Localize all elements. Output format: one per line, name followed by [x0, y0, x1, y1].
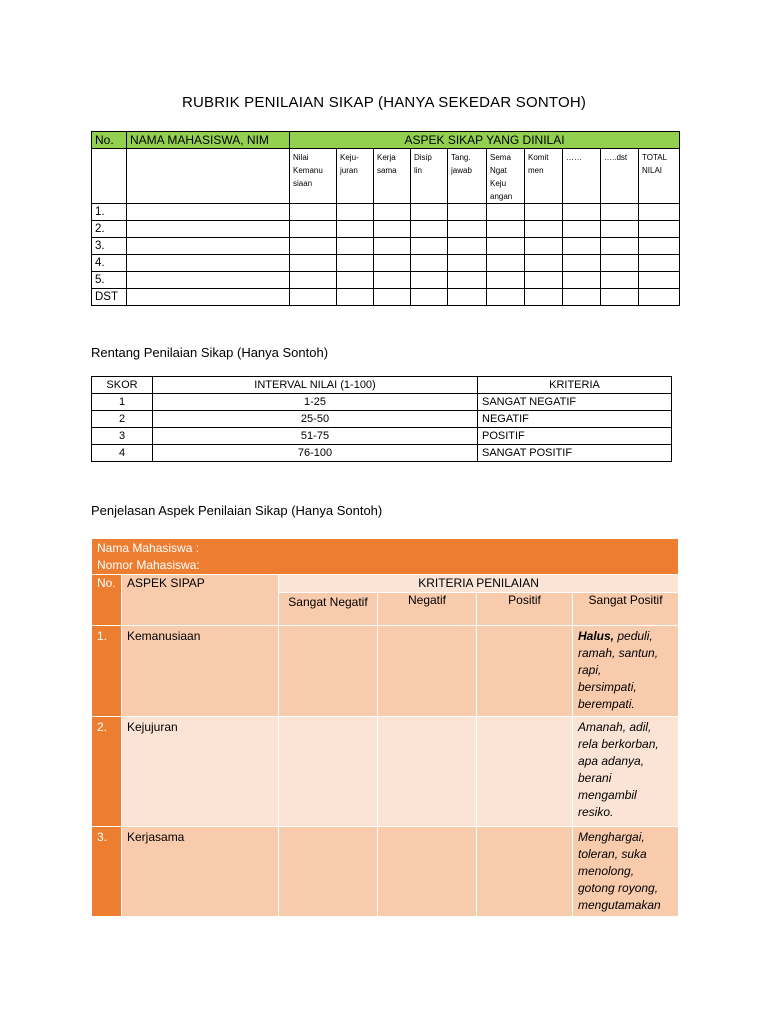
- empty-cell: [639, 289, 680, 306]
- table-header-row: [92, 377, 672, 394]
- empty-cell: [374, 204, 411, 221]
- empty-cell: [477, 626, 573, 717]
- criteria-very-positive: Sangat Positif: [573, 593, 679, 626]
- description-text: gotong royong,: [578, 881, 659, 895]
- empty-cell: [448, 255, 487, 272]
- table-row: [92, 255, 680, 272]
- criteria-very-negative: Sangat Negatif: [279, 593, 378, 626]
- description-line: [578, 679, 673, 696]
- description-text: rapi,: [578, 663, 602, 677]
- description-text: berempati.: [578, 697, 635, 711]
- document-title: RUBRIK PENILAIAN SIKAP (HANYA SEKEDAR SONTOH): [181, 94, 587, 111]
- empty-cell: [127, 255, 290, 272]
- criteria-cell: NEGATIF: [478, 411, 672, 428]
- empty-cell: [639, 221, 680, 238]
- section-heading-explanation: Penjelasan Aspek Penilaian Sikap (Hanya Sontoh): [91, 503, 383, 518]
- score-range-table: [91, 376, 672, 462]
- empty-cell: [290, 272, 337, 289]
- description-line: [578, 829, 673, 846]
- empty-cell: [487, 255, 525, 272]
- assessment-rubric-table: [91, 131, 680, 306]
- row-number: 2.: [92, 221, 127, 238]
- col-no-header: No.: [92, 575, 122, 626]
- empty-cell: [127, 272, 290, 289]
- empty-cell: [290, 289, 337, 306]
- empty-cell: [374, 289, 411, 306]
- empty-cell: [525, 221, 563, 238]
- criteria-cell: SANGAT NEGATIF: [478, 394, 672, 411]
- empty-cell: [378, 626, 477, 717]
- aspect-subheader-row: [92, 149, 680, 204]
- interval-cell: 76-100: [153, 445, 478, 462]
- empty-cell: [337, 289, 374, 306]
- description-text: toleran, suka: [578, 847, 647, 861]
- interval-cell: 1-25: [153, 394, 478, 411]
- subheader-line: Nilai: [293, 153, 309, 162]
- empty-cell: [448, 289, 487, 306]
- col-name-header: NAMA MAHASISWA, NIM: [127, 132, 290, 149]
- table-row: [92, 272, 680, 289]
- subheader-line: siaan: [293, 179, 313, 188]
- empty-cell: [411, 221, 448, 238]
- description-text: bersimpati,: [578, 680, 637, 694]
- empty-cell: [374, 272, 411, 289]
- description-line: [578, 719, 673, 736]
- table-row: [92, 289, 680, 306]
- empty-cell: [563, 204, 601, 221]
- aspect-subheader: [411, 149, 448, 204]
- student-number-label: Nomor Mahasiswa:: [97, 558, 200, 572]
- subheader-line: ……: [566, 153, 582, 162]
- empty-cell: [448, 204, 487, 221]
- empty-cell: [487, 289, 525, 306]
- empty-cell: [279, 626, 378, 717]
- col-skor-header: SKOR: [92, 377, 153, 394]
- description-text: peduli,: [617, 629, 653, 643]
- description-text: rela berkorban,: [578, 737, 659, 751]
- empty-cell: [290, 221, 337, 238]
- empty-cell: [525, 272, 563, 289]
- col-kriteria-header: KRITERIA: [478, 377, 672, 394]
- description-text: menolong,: [578, 864, 635, 878]
- description-line: [578, 897, 673, 914]
- empty-cell: [563, 272, 601, 289]
- criteria-negative: Negatif: [378, 593, 477, 626]
- empty-cell: [639, 204, 680, 221]
- row-number: 4.: [92, 255, 127, 272]
- empty-cell: [279, 717, 378, 827]
- row-number: 3.: [92, 827, 122, 917]
- aspect-subheader: [337, 149, 374, 204]
- subheader-line: sama: [377, 166, 397, 175]
- table-header-row: [92, 132, 680, 149]
- col-criteria-header: KRITERIA PENILAIAN: [279, 575, 679, 593]
- table-header-row: [92, 575, 679, 593]
- aspect-subheader: [563, 149, 601, 204]
- subheader-line: angan: [490, 192, 513, 201]
- subheader-line: …..dst: [604, 153, 628, 162]
- table-row: [92, 411, 672, 428]
- aspect-subheader: [639, 149, 680, 204]
- description-line: [578, 736, 673, 753]
- interval-cell: 25-50: [153, 411, 478, 428]
- row-number: 1.: [92, 204, 127, 221]
- empty-cell: [563, 255, 601, 272]
- subheader-line: Ngat: [490, 166, 507, 175]
- empty-cell: [337, 204, 374, 221]
- empty-cell: [337, 238, 374, 255]
- empty-cell: [127, 221, 290, 238]
- empty-cell: [563, 238, 601, 255]
- aspect-name: Kemanusiaan: [122, 626, 279, 717]
- subheader-line: Kemanu: [293, 166, 323, 175]
- subheader-line: lin: [414, 166, 423, 175]
- description-text: Amanah, adil,: [578, 720, 652, 734]
- description-text: mengambil: [578, 788, 637, 802]
- empty-cell: [378, 717, 477, 827]
- empty-cell: [374, 255, 411, 272]
- empty-cell: [127, 238, 290, 255]
- description-line: [578, 804, 673, 821]
- row-number: 3.: [92, 238, 127, 255]
- criteria-cell: POSITIF: [478, 428, 672, 445]
- subheader-line: jawab: [451, 166, 472, 175]
- empty-cell: [601, 238, 639, 255]
- description-lead: Halus,: [578, 629, 615, 643]
- empty-cell: [601, 255, 639, 272]
- empty-cell: [411, 255, 448, 272]
- empty-cell: [127, 289, 290, 306]
- aspect-subheader: [601, 149, 639, 204]
- col-no-header: No.: [92, 132, 127, 149]
- empty-cell: [411, 272, 448, 289]
- aspect-subheader: [525, 149, 563, 204]
- subheader-line: juran: [340, 166, 358, 175]
- criteria-cell: SANGAT POSITIF: [478, 445, 672, 462]
- empty-cell: [639, 238, 680, 255]
- subheader-line: Tang.: [451, 153, 471, 162]
- aspect-subheader: [290, 149, 337, 204]
- table-row: [92, 626, 679, 717]
- row-number: 1.: [92, 626, 122, 717]
- empty-cell: [448, 238, 487, 255]
- subheader-line: Kerja: [377, 153, 396, 162]
- row-number: 5.: [92, 272, 127, 289]
- subheader-line: Keju-: [340, 153, 359, 162]
- empty-cell: [601, 221, 639, 238]
- description-text: berani: [578, 771, 612, 785]
- description-line: [578, 846, 673, 863]
- score-cell: 1: [92, 394, 153, 411]
- empty-cell: [374, 221, 411, 238]
- empty-cell: [601, 204, 639, 221]
- empty-cell: [487, 238, 525, 255]
- subheader-line: men: [528, 166, 544, 175]
- description-line: [578, 753, 673, 770]
- score-cell: 2: [92, 411, 153, 428]
- empty-cell: [525, 255, 563, 272]
- student-info-row: [92, 539, 679, 575]
- table-row: [92, 238, 680, 255]
- table-row: [92, 717, 679, 827]
- description-line: [578, 787, 673, 804]
- description-text: resiko.: [578, 805, 614, 819]
- col-interval-header: INTERVAL NILAI (1-100): [153, 377, 478, 394]
- empty-cell: [411, 204, 448, 221]
- empty-cell: [525, 289, 563, 306]
- description-line: [578, 696, 673, 713]
- aspect-name: Kejujuran: [122, 717, 279, 827]
- empty-cell: [525, 238, 563, 255]
- empty-cell: [290, 238, 337, 255]
- subheader-line: Keju: [490, 179, 507, 188]
- description-line: [578, 770, 673, 787]
- empty-cell: [448, 272, 487, 289]
- empty-cell: [601, 289, 639, 306]
- very-positive-description: [573, 717, 679, 827]
- table-row: [92, 204, 680, 221]
- subheader-line: Komit: [528, 153, 549, 162]
- empty-cell: [337, 272, 374, 289]
- empty-cell: [639, 272, 680, 289]
- empty-cell: [477, 827, 573, 917]
- empty-cell: [639, 255, 680, 272]
- col-aspect-header: ASPEK SIPAP: [122, 575, 279, 626]
- score-cell: 3: [92, 428, 153, 445]
- table-row: [92, 827, 679, 917]
- empty-cell: [477, 717, 573, 827]
- empty-cell: [337, 221, 374, 238]
- empty-cell: [127, 204, 290, 221]
- empty-cell: [563, 221, 601, 238]
- row-number: 2.: [92, 717, 122, 827]
- empty-cell: [290, 204, 337, 221]
- subheader-line: Sema: [490, 153, 511, 162]
- subheader-line: TOTAL: [642, 153, 668, 162]
- empty-cell: [337, 255, 374, 272]
- empty-cell: [601, 272, 639, 289]
- empty-cell: [487, 221, 525, 238]
- empty-cell: [279, 827, 378, 917]
- criteria-positive: Positif: [477, 593, 573, 626]
- table-row: [92, 394, 672, 411]
- description-line: [578, 863, 673, 880]
- description-line: [578, 880, 673, 897]
- section-heading-range: Rentang Penilaian Sikap (Hanya Sontoh): [91, 345, 329, 360]
- empty-cell: [411, 238, 448, 255]
- very-positive-description: [573, 827, 679, 917]
- table-row: [92, 428, 672, 445]
- very-positive-description: [573, 626, 679, 717]
- table-row: [92, 445, 672, 462]
- aspect-subheader: [448, 149, 487, 204]
- empty-cell: [448, 221, 487, 238]
- table-row: [92, 221, 680, 238]
- aspect-subheader: [487, 149, 525, 204]
- aspect-name: Kerjasama: [122, 827, 279, 917]
- empty-cell: [487, 204, 525, 221]
- empty-cell: [525, 204, 563, 221]
- interval-cell: 51-75: [153, 428, 478, 445]
- empty-cell: [411, 289, 448, 306]
- description-text: apa adanya,: [578, 754, 645, 768]
- col-aspects-header: ASPEK SIKAP YANG DINILAI: [290, 132, 680, 149]
- empty-cell: [487, 272, 525, 289]
- empty-cell: [290, 255, 337, 272]
- row-number: DST: [92, 289, 127, 306]
- subheader-line: Disip: [414, 153, 432, 162]
- description-line: [578, 645, 673, 662]
- empty-cell: [374, 238, 411, 255]
- score-cell: 4: [92, 445, 153, 462]
- subheader-line: NILAI: [642, 166, 663, 175]
- aspect-explanation-table: [91, 538, 679, 917]
- description-text: ramah, santun,: [578, 646, 659, 660]
- description-text: Menghargai,: [578, 830, 645, 844]
- description-line: [578, 628, 673, 645]
- aspect-subheader: [374, 149, 411, 204]
- empty-cell: [378, 827, 477, 917]
- empty-cell: [563, 289, 601, 306]
- description-line: [578, 662, 673, 679]
- student-name-label: Nama Mahasiswa :: [97, 541, 200, 555]
- description-text: mengutamakan: [578, 898, 661, 912]
